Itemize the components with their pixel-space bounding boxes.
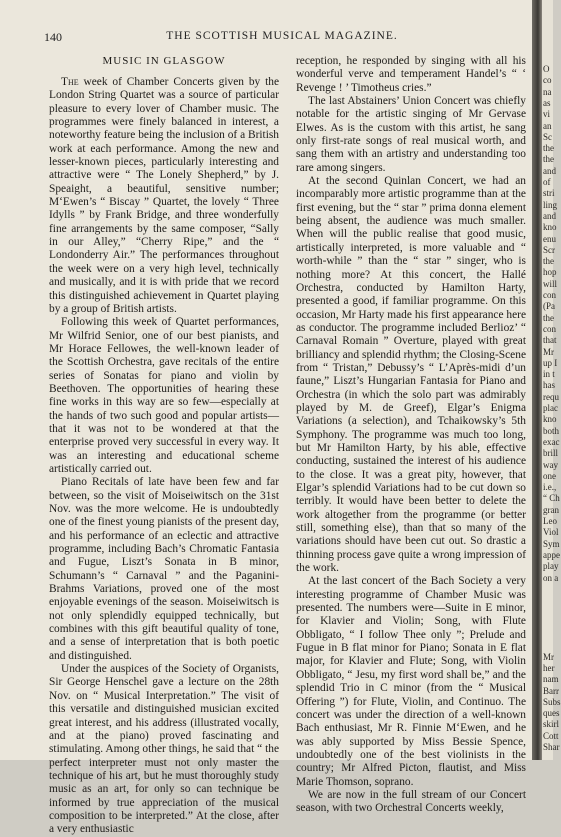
next-page-fragment: kno xyxy=(543,222,557,233)
next-page-fragment: Mr xyxy=(543,346,554,357)
next-page-fragment: vi xyxy=(543,109,551,120)
next-page-fragment: the xyxy=(543,154,554,165)
next-page-fragment: “ Ch xyxy=(543,493,560,504)
next-page-fragment: of xyxy=(543,177,551,187)
next-page-fragment: gran xyxy=(543,504,559,515)
next-page-fragment: Leo xyxy=(543,516,557,526)
article-paragraph: reception, he responded by singing with all his wonderful verve and temperament Handel’s “ ‘ Revenge ! ’ Timotheus cries.” xyxy=(296,55,526,94)
next-page-fragment: ling xyxy=(543,199,558,210)
next-page-fragment: requ xyxy=(543,391,559,402)
next-page-fragment: her xyxy=(543,662,555,673)
next-page-fragment: kno xyxy=(543,414,557,425)
next-page-fragment: con xyxy=(543,290,556,300)
right-column xyxy=(296,55,526,816)
running-header xyxy=(44,30,520,44)
next-page-fragment: one xyxy=(543,470,556,481)
next-page-fragment: i.e., xyxy=(543,482,557,493)
next-page-fragment: in t xyxy=(543,369,555,380)
magazine-title: THE SCOTTISH MUSICAL MAGAZINE. xyxy=(166,30,398,42)
next-page-fragment: the xyxy=(543,256,554,267)
next-page-fragment: way xyxy=(543,459,558,470)
next-page-fragment: con xyxy=(543,323,556,334)
next-page-fragment: Viol xyxy=(543,527,559,538)
next-page-fragment: co xyxy=(543,75,552,86)
next-page-fragment: hop xyxy=(543,267,557,278)
next-page-fragment: will xyxy=(543,278,558,289)
next-page-fragment: Barr xyxy=(543,685,559,696)
next-page-fragment: na xyxy=(543,86,552,97)
page-number: 140 xyxy=(44,30,62,44)
next-page-fragment: Mr xyxy=(543,651,554,662)
next-page-fragment: Subs xyxy=(543,696,561,707)
next-page-fragment: Sc xyxy=(543,131,552,142)
paragraph-text: week of Chamber Concerts given by the London String Quartet was a source of particular pleasure to every lover of Chamber music. The programmes were finely balanced in interest, a noteworthy feature being the inclusion of a British work at each performance. Among the new and lesser-known pieces, particularly interesting and attractive were “ The Lonely Shepherd,” by J. Speaight, a beautiful, sensitive number; M‘Ewen’s “ Biscay ” Quartet, the lovely “ Three Idylls ” by Frank Bridge, and three wonderfully fine arrangements by the same composer, “Sally in our Alley,” “Cherry Ripe,” and the “ Londonderry Air.” The performances throughout the week were on a very high level, technically and musically, and it is with pride that we record this distinguished achievement in Quartet playing by a group of British artists. xyxy=(49,76,279,315)
article-paragraph: Under the auspices of the Society of Organists, Sir George Henschel gave a lecture on the 28th Nov. on “ Musical Interpretation.” The visit of this versatile and distinguished musician excited great interest, and his address (illustrated vocally, and at the piano) proved fascinating and stimulating. Among other things, he said that “ the perfect interpreter must not only master the technique of his art, but he must thoroughly study music as an art, for only so can technique be informed by true appreciation of the musical composition to be interpreted.” At the close, after a very enthusiastic xyxy=(49,663,279,836)
next-page-fragment: Cott xyxy=(543,730,559,741)
next-page-fragment: exac xyxy=(543,436,560,447)
next-page-edge xyxy=(542,0,561,760)
article-title: MUSIC IN GLASGOW xyxy=(102,55,226,67)
next-page-fragment: up I xyxy=(543,357,558,368)
next-page-fragment: plac xyxy=(543,403,558,413)
next-page-fragment: O xyxy=(543,64,550,74)
next-page-fragment: enu xyxy=(543,233,556,244)
next-page-fragment: (Pa xyxy=(543,301,555,312)
article-paragraph: At the last concert of the Bach Society a very interesting programme of Chamber Music was presented. The numbers were—Suite in E minor, for Klavier and Violin; Song, with Flute Obbligato, “ I follow Thee only ”; Prelude and Fugue in B flat minor for Piano; Sonata in E flat major, for Klavier and Flute; Song, with Violin Obbligato, “ Jesu, my first word shall be,” and the splendid Trio in C minor (from the “ Musical Offering ”) for Flute, Violin, and Continuo. The concert was under the direction of a well-known Bach enthusiast, Mr R. Finnie M‘Ewen, and he was ably supported by Miss Bessie Spence, undoubtedly one of the best violinists in the country; Mr Alfred Picton, flautist, and Miss Marie Thomson, soprano. xyxy=(296,575,526,788)
next-page-fragment: has xyxy=(543,380,555,391)
article-paragraph: The last Abstainers’ Union Concert was chiefly notable for the artistic singing of Mr Gervase Elwes. As is the custom with this artist, he sang only first-rate songs of real musical worth, and sang them with an artistry and understanding too rare among singers. xyxy=(296,95,526,174)
next-page-fragment: both xyxy=(543,425,560,436)
next-page-fragment: stri xyxy=(543,188,555,199)
next-page-fragment: that xyxy=(543,335,557,346)
article-paragraph: We are now in the full stream of our Concert season, with two Orchestral Concerts weekly, xyxy=(296,788,526,815)
article-paragraph: Piano Recitals of late have been few and far between, so the visit of Moiseiwitsch on the 31st Nov. was the more welcome. He is undoubtedly one of the finest young pianists of the present day, and his performance of an eclectic and attractive programme, including Bach’s Chromatic Fantasia and Fugue, Liszt’s Sonata in B minor, Schumann’s “ Carnaval ” and the Paganini-Brahms Variations, proved one of the most enjoyable evenings of the season. Moiseiwitsch is not only splendidly equipped technically, but combines with this gift beautiful quality of tone, and a sense of interpretation that is both poetic and distinguished. xyxy=(49,476,279,662)
article-paragraph xyxy=(49,76,279,316)
lead-word: The xyxy=(61,76,79,88)
left-column xyxy=(49,54,279,837)
article-paragraph: Following this week of Quartet performances, Mr Wilfrid Senior, one of our best pianists, and Mr Horace Fellowes, the well-known leader of the Scottish Orchestra, gave recitals of the entire series of Sonatas for piano and violin by Beethoven. The opportunities of hearing these fine works in this way are so few—especially at the hands of two such good and popular artists—that it was not to be wondered at that the enterprise proved very successful in every way. It was an interesting and educational scheme artistically carried out. xyxy=(49,316,279,475)
next-page-fragment: Scr xyxy=(543,244,555,255)
next-page-fragment: appe xyxy=(543,549,560,560)
next-page-fragment: skirl xyxy=(543,719,560,730)
next-page-fragment: on a xyxy=(543,572,559,583)
next-page-fragment: as xyxy=(543,97,551,108)
book-gutter xyxy=(532,0,542,760)
next-page-fragment: Shar xyxy=(543,742,560,752)
next-page-fragment: the xyxy=(543,143,554,154)
next-page-fragment: Sym xyxy=(543,538,560,549)
next-page-fragment: brill xyxy=(543,448,558,459)
article-paragraph: At the second Quinlan Concert, we had an incomparably more artistic programme than at the first evening, but the “ star ” prima donna element being absent, the audience was much smaller. When will the public realise that good music, artistically interpreted, is more valuable and “ worth-while ” than the “ star ” singer, who is nothing more? At this concert, the Hallé Orchestra, conducted by Hamilton Harty, presented a good, if familiar programme. On this occasion, Mr Harty made his first appearance here as conductor. The programme included Berlioz’ “ Carnaval Romain ” Overture, played with great brilliancy and splendid rhythm; the Closing-Scene from “ Tristan,” Debussy’s “ L’Après-midi d’un faune,” Liszt’s Hungarian Fantasia for Piano and Orchestra (in which the solo part was admirably played by M. de Greef), Elgar’s Enigma Variations (a selection), and Tchaikowsky’s 5th Symphony. The programme was much too long, but Mr Hamilton Harty, by his able, effective conducting, sustained the interest of his audience to the close. It was a great pity, however, that Elgar’s splendid Variations had to be cut down so terribly. It would have been better to delete the work altogether from the programme (or better still, something else), than that so many of the variations should have been cut out. So drastic a thinning process gave quite a wrong impression of the work. xyxy=(296,175,526,575)
next-page-fragment: ques xyxy=(543,708,560,719)
next-page-fragment: the xyxy=(543,312,554,323)
next-page-fragment: an xyxy=(543,120,552,131)
next-page-fragment: and xyxy=(543,165,556,176)
next-page-fragment: and xyxy=(543,210,556,221)
next-page-fragment: play xyxy=(543,561,559,572)
next-page-fragment: nam xyxy=(543,674,559,685)
